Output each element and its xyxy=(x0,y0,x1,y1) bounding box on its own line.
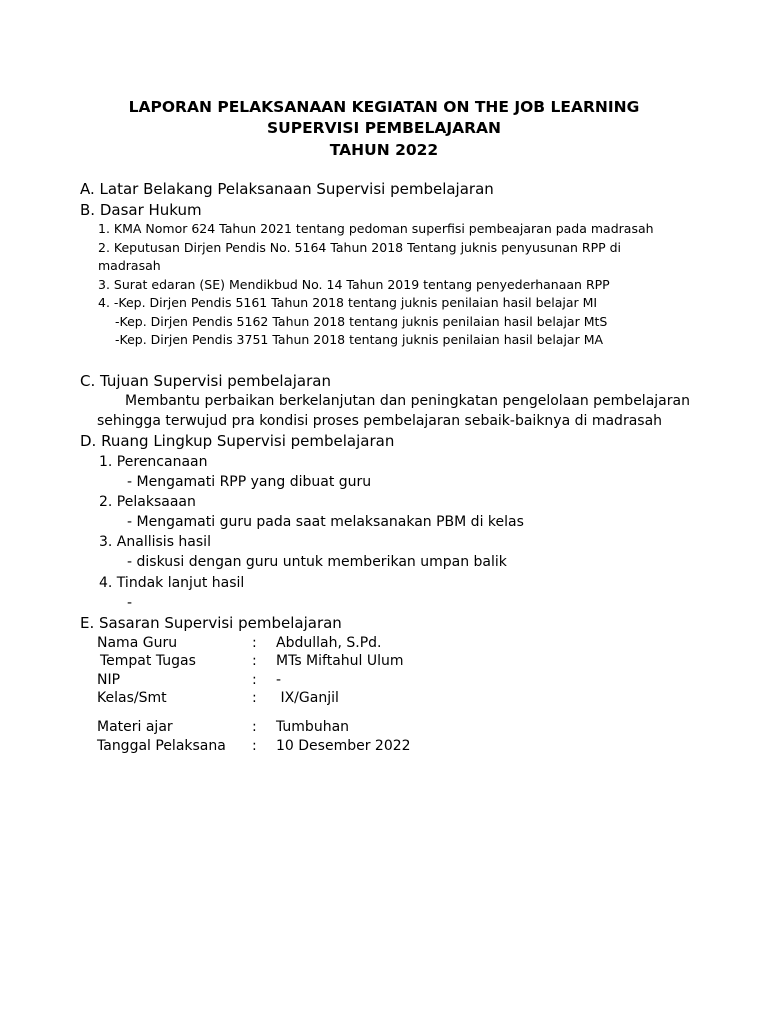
target-value-nama-guru: Abdullah, S.Pd. xyxy=(276,635,382,651)
target-label-tempat-tugas: Tempat Tugas xyxy=(100,653,196,669)
target-colon: : xyxy=(252,653,257,669)
legal-basis-item: -Kep. Dirjen Pendis 3751 Tahun 2018 tentang juknis penilaian hasil belajar MA xyxy=(115,332,604,347)
section-d-heading: D. Ruang Lingkup Supervisi pembelajaran xyxy=(80,432,395,450)
legal-basis-item: 2. Keputusan Dirjen Pendis No. 5164 Tahun 2018 Tentang juknis penyusunan RPP di xyxy=(98,240,622,255)
target-label-nama-guru: Nama Guru xyxy=(97,635,178,651)
section-a-heading: A. Latar Belakang Pelaksanaan Supervisi pembelajaran xyxy=(80,180,494,198)
target-colon: : xyxy=(252,672,257,688)
scope-item-detail: - Mengamati guru pada saat melaksanakan PBM di kelas xyxy=(127,514,524,530)
target-value-materi-ajar: Tumbuhan xyxy=(276,719,350,735)
scope-item-detail: - Mengamati RPP yang dibuat guru xyxy=(127,474,372,490)
scope-item-label: 3. Anallisis hasil xyxy=(99,534,211,550)
scope-item-detail: - diskusi dengan guru untuk memberikan umpan balik xyxy=(127,554,507,570)
section-e-heading: E. Sasaran Supervisi pembelajaran xyxy=(80,614,342,632)
legal-basis-item: -Kep. Dirjen Pendis 5162 Tahun 2018 tentang juknis penilaian hasil belajar MtS xyxy=(115,314,608,329)
objective-text: sehingga terwujud pra kondisi proses pembelajaran sebaik-baiknya di madrasah xyxy=(97,413,663,429)
legal-basis-item: 3. Surat edaran (SE) Mendikbud No. 14 Tahun 2019 tentang penyederhanaan RPP xyxy=(98,277,610,292)
legal-basis-item: 1. KMA Nomor 624 Tahun 2021 tentang pedoman superfisi pembeajaran pada madrasah xyxy=(98,221,654,236)
scope-item-label: 4. Tindak lanjut hasil xyxy=(99,575,245,591)
target-label-materi-ajar: Materi ajar xyxy=(97,719,173,735)
legal-basis-item: madrasah xyxy=(98,258,161,273)
section-c-heading: C. Tujuan Supervisi pembelajaran xyxy=(80,372,331,390)
target-label-kelas-smt: Kelas/Smt xyxy=(97,690,167,706)
target-value-nip: - xyxy=(276,672,282,688)
target-colon: : xyxy=(252,719,257,735)
legal-basis-item: 4. -Kep. Dirjen Pendis 5161 Tahun 2018 tentang juknis penilaian hasil belajar MI xyxy=(98,295,598,310)
target-colon: : xyxy=(252,635,257,651)
title-line-2: SUPERVISI PEMBELAJARAN xyxy=(266,119,502,137)
target-value-tanggal-pelaksana: 10 Desember 2022 xyxy=(276,738,411,754)
objective-text: Membantu perbaikan berkelanjutan dan peningkatan pengelolaan pembelajaran xyxy=(125,393,690,409)
target-value-tempat-tugas: MTs Miftahul Ulum xyxy=(276,653,404,669)
section-b-heading: B. Dasar Hukum xyxy=(80,201,202,219)
title-line-3: TAHUN 2022 xyxy=(329,141,439,159)
title-line-1: LAPORAN PELAKSANAAN KEGIATAN ON THE JOB LEARNING xyxy=(128,98,640,116)
target-colon: : xyxy=(252,738,257,754)
target-label-nip: NIP xyxy=(97,672,121,688)
target-label-tanggal-pelaksana: Tanggal Pelaksana xyxy=(97,738,226,754)
target-value-kelas-smt: IX/Ganjil xyxy=(276,690,339,706)
target-colon: : xyxy=(252,690,257,706)
scope-item-label: 1. Perencanaan xyxy=(99,454,208,470)
scope-item-label: 2. Pelaksaaan xyxy=(99,494,196,510)
scope-item-detail: - xyxy=(127,595,133,611)
